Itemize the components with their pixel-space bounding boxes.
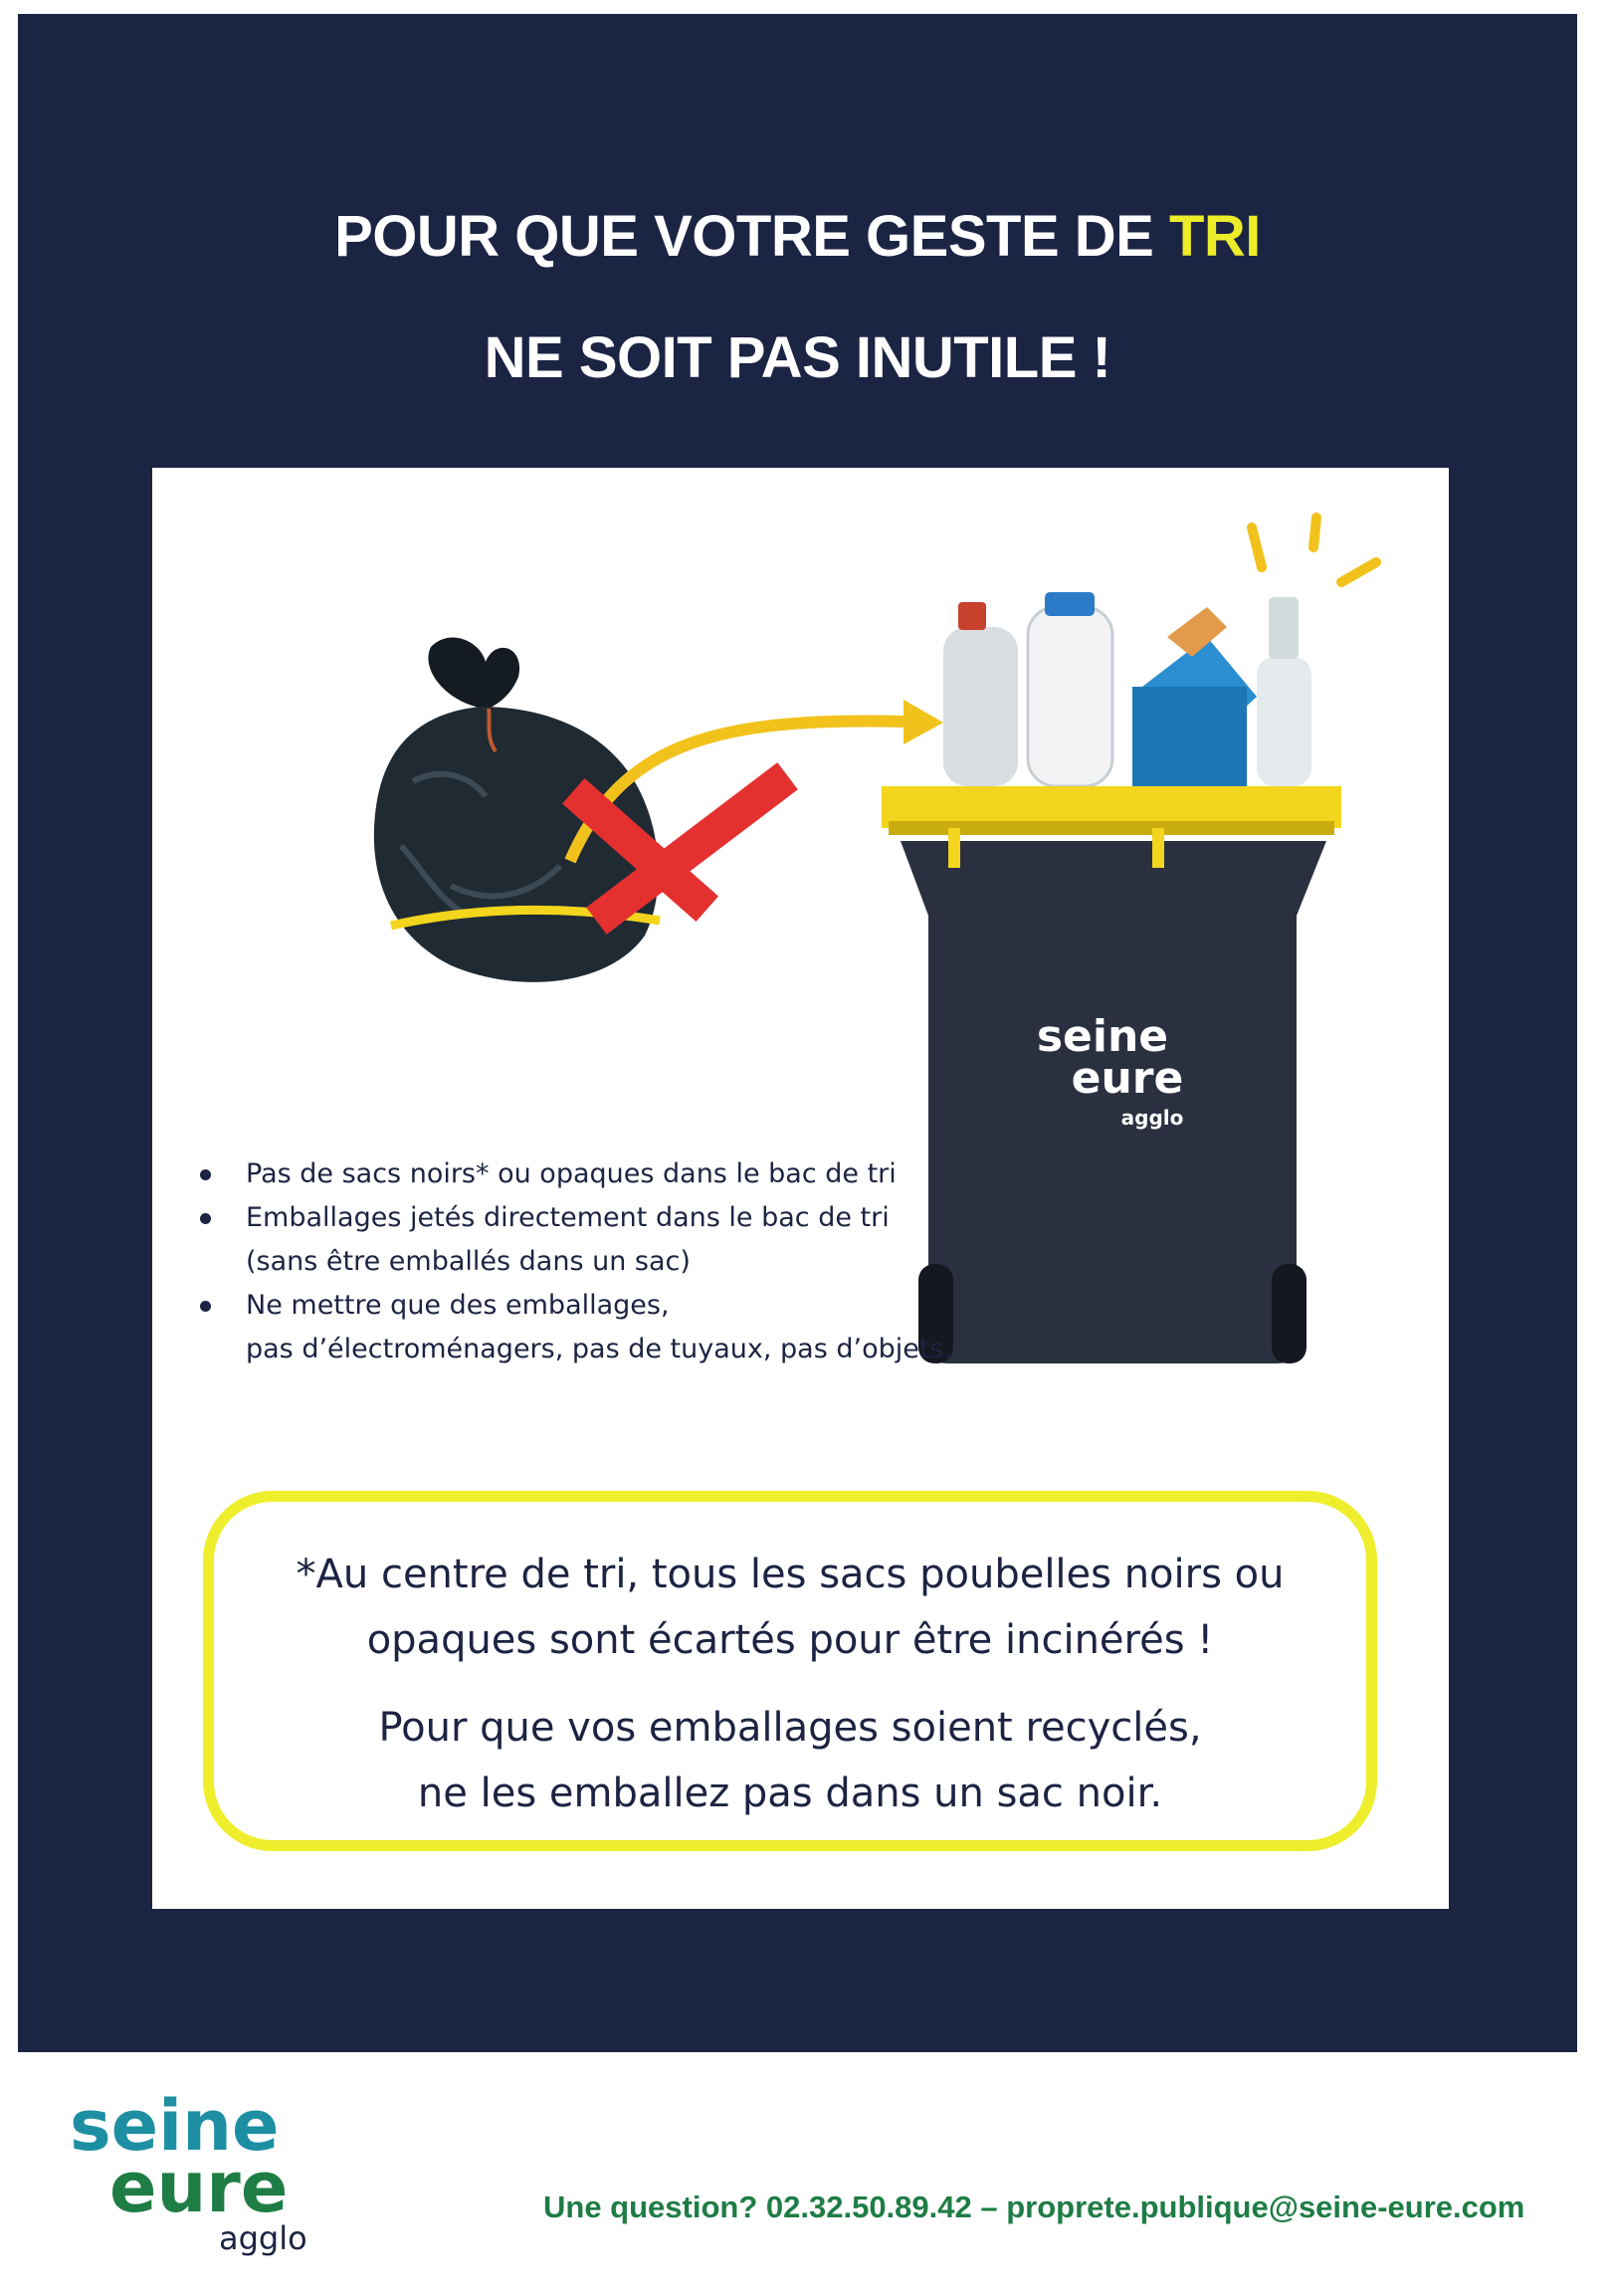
list-item <box>192 1284 1088 1371</box>
notice-line-1: *Au centre de tri, tous les sacs poubelles noirs ou <box>296 1552 1285 1597</box>
bullet-dot <box>200 1169 211 1180</box>
logo-sub-text: agglo <box>219 2219 307 2257</box>
notice-line-3: Pour que vos emballages soient recyclés, <box>378 1705 1202 1751</box>
notice-line-2: opaques sont écartés pour être incinérés ! <box>366 1617 1214 1663</box>
content-panel <box>152 468 1449 1909</box>
bullet-dot <box>200 1301 211 1312</box>
list-item <box>192 1152 1088 1196</box>
bin-logo-top: seine <box>1036 1011 1169 1062</box>
notice-box <box>203 1491 1377 1851</box>
list-item-text: Pas de sacs noirs* ou opaques dans le bac de tri <box>246 1158 897 1189</box>
list-item-text: pas d’électroménagers, pas de tuyaux, pas d’objets. <box>246 1334 953 1364</box>
list-item-text: Emballages jetés directement dans le bac de tri <box>246 1202 890 1233</box>
spark-lines <box>1252 518 1376 582</box>
title-line-2: NE SOIT PAS INUTILE ! <box>484 325 1111 390</box>
contact-info: Une question? 02.32.50.89.42 – proprete.publique@seine-eure.com <box>543 2190 1525 2224</box>
notice-line-4: ne les emballez pas dans un sac noir. <box>417 1771 1163 1816</box>
logo-bottom-text: eure <box>109 2147 289 2228</box>
list-item-text: Ne mettre que des emballages, <box>246 1290 670 1321</box>
bullet-dot <box>200 1213 211 1224</box>
rules-list <box>192 1152 1088 1371</box>
title-line-1: POUR QUE VOTRE GESTE DE TRI <box>334 204 1261 269</box>
bottles-icon <box>943 592 1311 786</box>
red-cross-icon <box>586 786 774 911</box>
poster-background <box>18 14 1577 2052</box>
title-highlight: TRI <box>1168 204 1261 269</box>
logo-top-text: seine <box>70 2085 280 2167</box>
bin-logo-sub: agglo <box>1120 1106 1184 1130</box>
list-item <box>192 1196 1088 1284</box>
bin-logo-bottom: eure <box>1071 1053 1184 1104</box>
list-item-text: (sans être emballés dans un sac) <box>246 1246 691 1277</box>
seine-eure-logo <box>70 2080 388 2259</box>
